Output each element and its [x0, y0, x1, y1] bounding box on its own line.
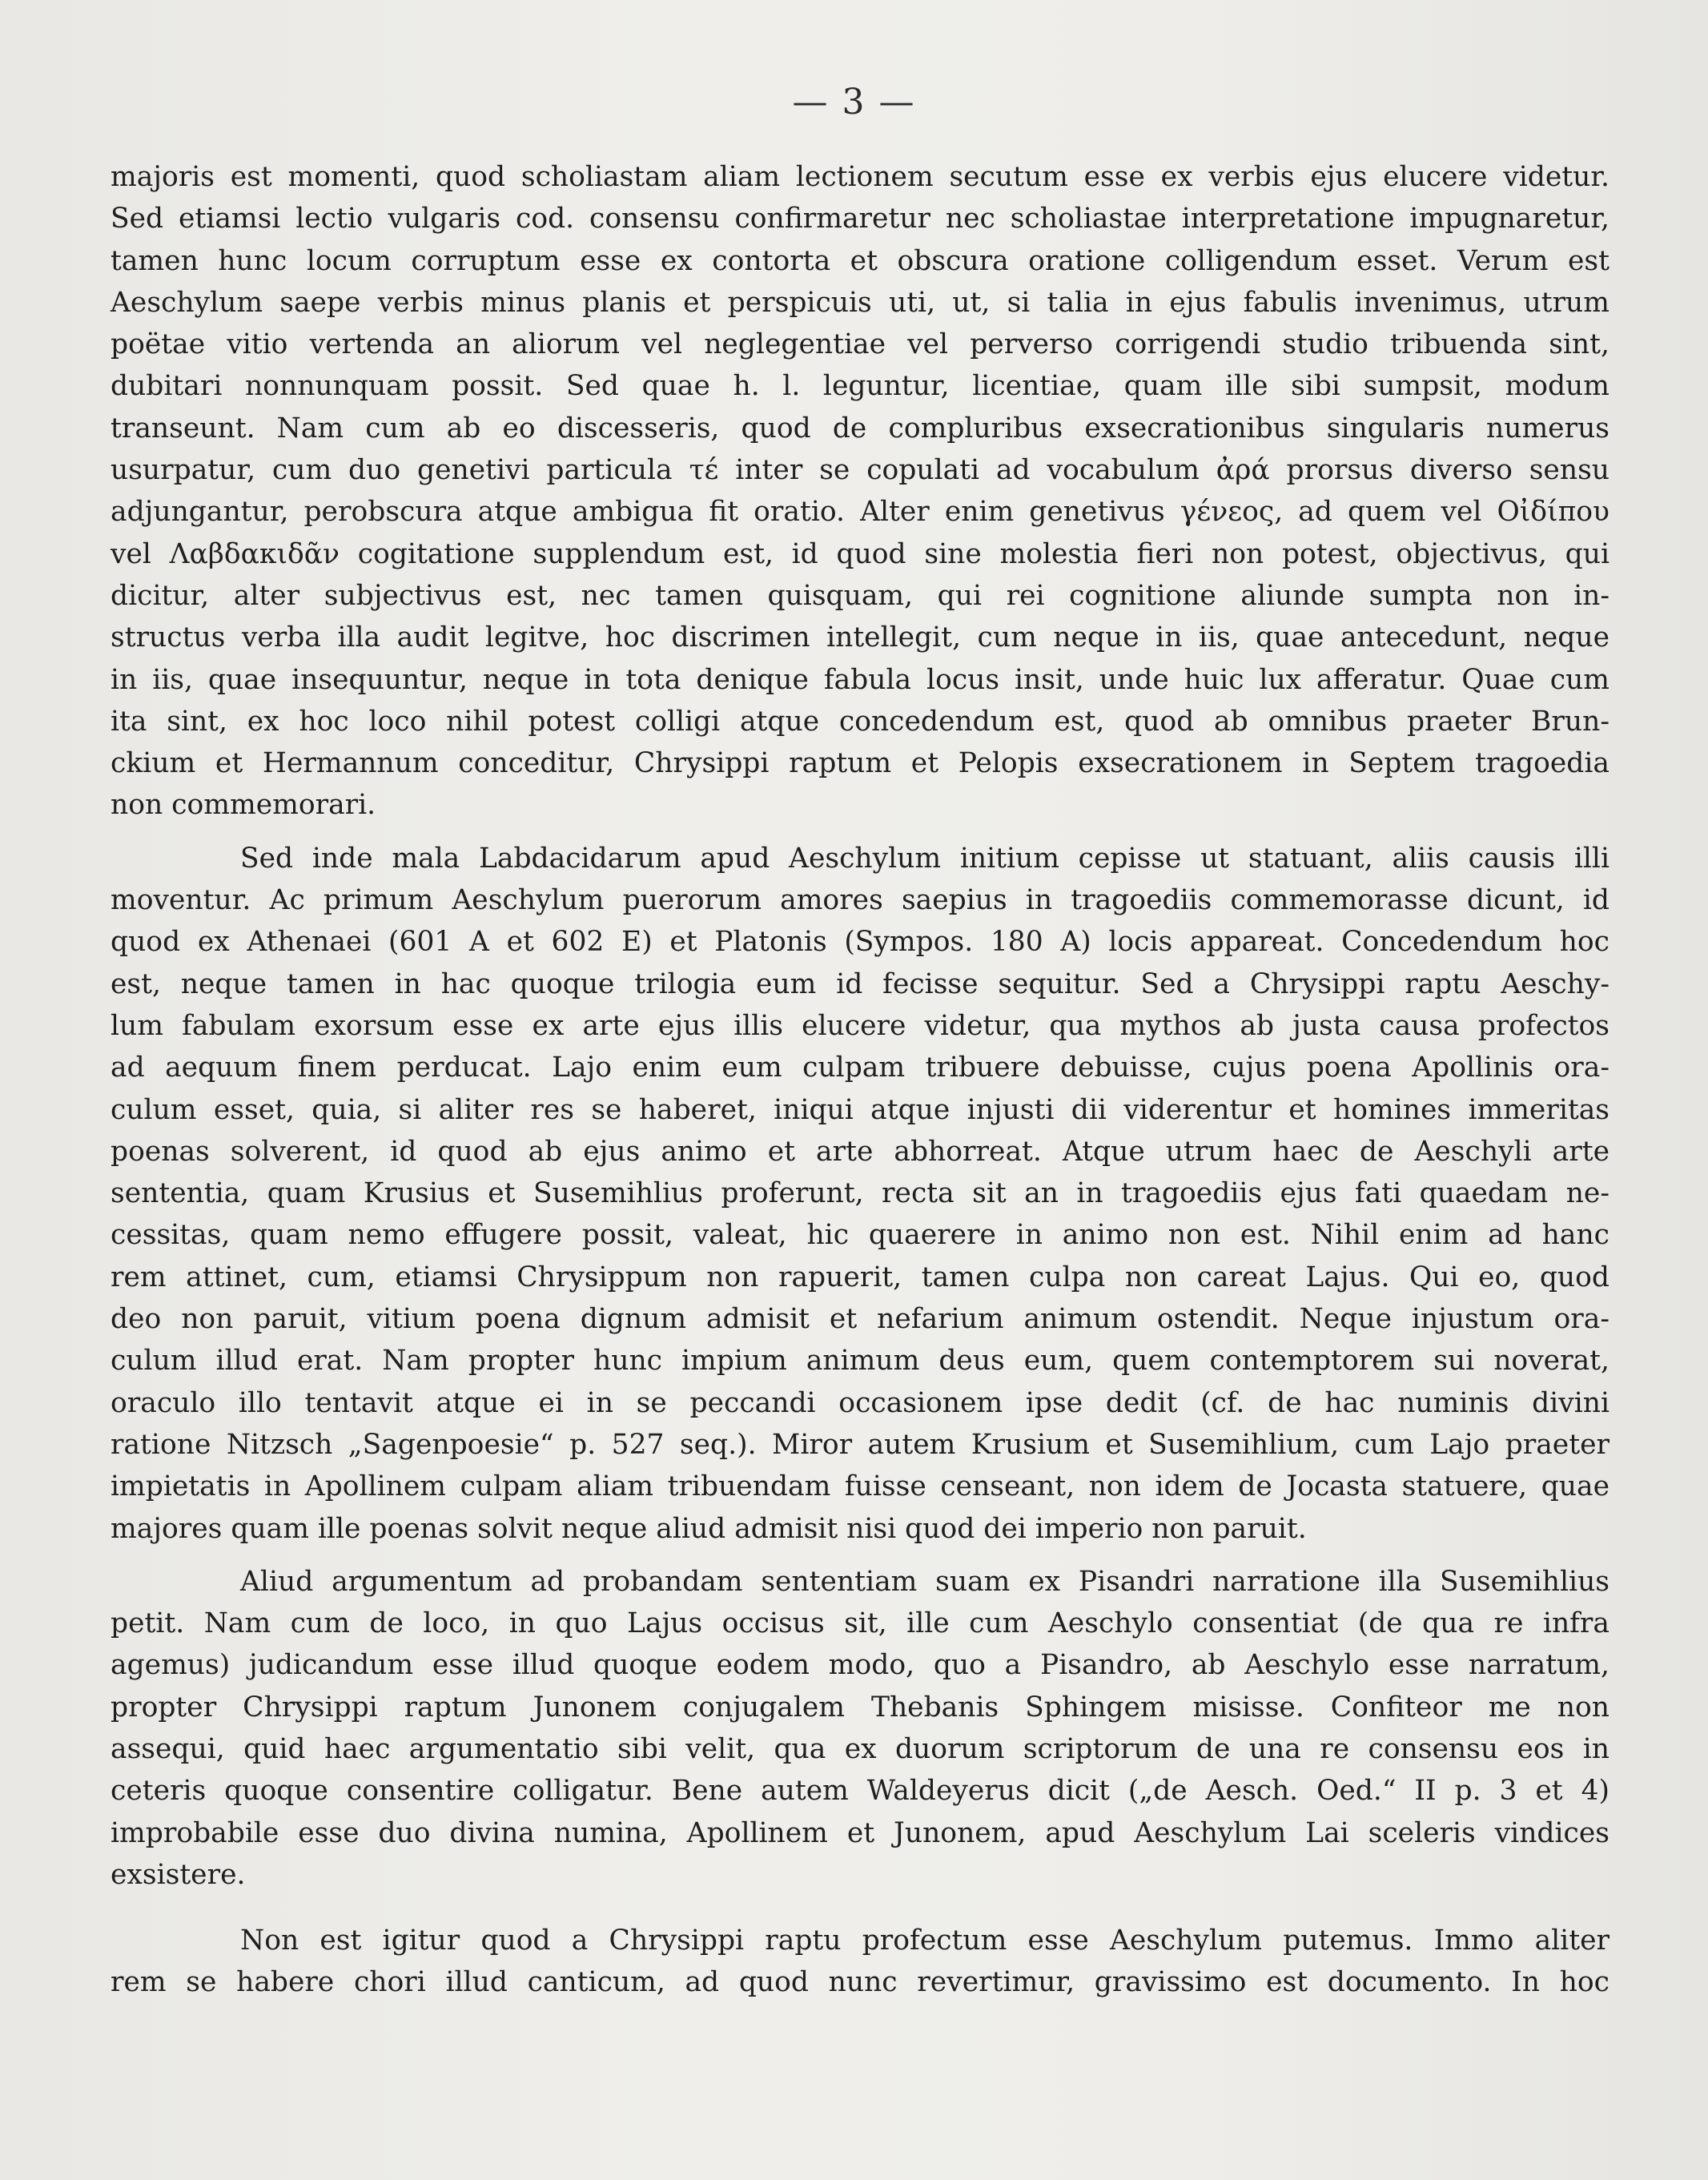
text-line: quod ex Athenaei (601 A et 602 E) et Platonis (Sympos. 180 A) locis appareat. Concedendum hoc	[111, 926, 1610, 959]
text-line: culum esset, quia, si aliter res se haberet, iniqui atque injusti dii viderentur et homines immeritas	[111, 1093, 1610, 1126]
text-line: transeunt. Nam cum ab eo discesseris, quod de compluribus exsecrationibus singularis numerus	[111, 412, 1610, 444]
text-line: ceteris quoque consentire colligatur. Bene autem Waldeyerus dicit („de Aesch. Oed.“ II p. 3 et 4)	[111, 1775, 1610, 1808]
text-line: poëtae vitio vertenda an aliorum vel neglegentiae vel perverso corrigendi studio tribuenda sint,	[111, 328, 1610, 361]
text-line: ckium et Hermannum conceditur, Chrysippi raptum et Pelopis exsecrationem in Septem tragoedia	[111, 747, 1610, 780]
text-line: assequi, quid haec argumentatio sibi velit, qua ex duorum scriptorum de una re consensu eos in	[111, 1732, 1610, 1765]
text-line: adjungantur, perobscura atque ambigua fit oratio. Alter enim genetivus γένεος, ad quem vel Οἰδίπου	[111, 496, 1610, 529]
text-line: dicitur, alter subjectivus est, nec tamen quisquam, qui rei cognitione aliunde sumpta non in-	[111, 579, 1610, 612]
text-line: majoris est momenti, quod scholiastam aliam lectionem secutum esse ex verbis ejus elucere videtur.	[111, 161, 1610, 193]
text-line: lum fabulam exorsum esse ex arte ejus illis elucere videtur, qua mythos ab justa causa profectos	[111, 1009, 1610, 1042]
text-line: dubitari nonnunquam possit. Sed quae h. l. leguntur, licentiae, quam ille sibi sumpsit, modum	[111, 370, 1610, 403]
paragraph	[111, 838, 1610, 1550]
text-line: Non est igitur quod a Chrysippi raptu profectum esse Aeschylum putemus. Immo aliter	[240, 1925, 1610, 1957]
text-line: sententia, quam Krusius et Susemihlius proferunt, recta sit an in tragoediis ejus fati quaedam ne-	[111, 1177, 1610, 1210]
paragraph	[111, 1561, 1610, 1896]
text-line: agemus) judicandum esse illud quoque eodem modo, quo a Pisandro, ab Aeschylo esse narratum,	[111, 1649, 1610, 1682]
text-line: tamen hunc locum corruptum esse ex contorta et obscura oratione colligendum esset. Verum est	[111, 244, 1610, 277]
text-line: improbabile esse duo divina numina, Apollinem et Junonem, apud Aeschylum Lai sceleris vindices	[111, 1816, 1610, 1849]
text-line: non commemorari.	[111, 789, 376, 822]
text-line: moventur. Ac primum Aeschylum puerorum amores saepius in tragoediis commemorasse dicunt, id	[111, 884, 1610, 917]
text-line: in iis, quae insequuntur, neque in tota denique fabula locus insit, unde huic lux afferatur. Quae cum	[111, 663, 1610, 696]
text-line: deo non paruit, vitium poena dignum admisit et nefarium animum ostendit. Neque injustum ora-	[111, 1303, 1610, 1336]
text-line: propter Chrysippi raptum Junonem conjugalem Thebanis Sphingem misisse. Confiteor me non	[111, 1691, 1610, 1723]
text-line: majores quam ille poenas solvit neque aliud admisit nisi quod dei imperio non paruit.	[111, 1512, 1307, 1545]
text-line: ad aequum finem perducat. Lajo enim eum culpam tribuere debuisse, cujus poena Apollinis ora-	[111, 1052, 1610, 1084]
text-line: usurpatur, cum duo genetivi particula τέ inter se copulati ad vocabulum ἀρά prorsus diverso sensu	[111, 454, 1610, 487]
text-line: Sed inde mala Labdacidarum apud Aeschylum initium cepisse ut statuant, aliis causis illi	[240, 842, 1610, 875]
paragraph	[111, 1920, 1610, 2004]
text-line: ratione Nitzsch „Sagenpoesie“ p. 527 seq.). Miror autem Krusium et Susemihlium, cum Lajo praeter	[111, 1428, 1610, 1461]
text-line: Sed etiamsi lectio vulgaris cod. consensu confirmaretur nec scholiastae interpretatione impugnaretur,	[111, 203, 1610, 235]
text-line: structus verba illa audit legitve, hoc discrimen intellegit, cum neque in iis, quae antecedunt, neque	[111, 621, 1610, 654]
text-line: rem se habere chori illud canticum, ad quod nunc revertimur, gravissimo est documento. In hoc	[111, 1966, 1610, 1999]
paragraph	[111, 156, 1610, 827]
text-line: poenas solverent, id quod ab ejus animo et arte abhorreat. Atque utrum haec de Aeschyli arte	[111, 1135, 1610, 1168]
text-line: petit. Nam cum de loco, in quo Lajus occisus sit, ille cum Aeschylo consentiat (de qua re infra	[111, 1607, 1610, 1640]
text-line: ita sint, ex hoc loco nihil potest colligi atque concedendum est, quod ab omnibus praeter Brun-	[111, 705, 1610, 738]
text-line: exsistere.	[111, 1858, 246, 1891]
text-line: Aliud argumentum ad probandam sententiam suam ex Pisandri narratione illa Susemihlius	[240, 1565, 1610, 1598]
text-line: culum illud erat. Nam propter hunc impium animum deus eum, quem contemptorem sui noverat,	[111, 1345, 1610, 1378]
text-line: est, neque tamen in hac quoque trilogia eum id fecisse sequitur. Sed a Chrysippi raptu Aeschy-	[111, 967, 1610, 1000]
text-line: vel Λαβδακιδᾶν cogitatione supplendum est, id quod sine molestia fieri non potest, objectivus, qui	[111, 537, 1610, 570]
body-text	[111, 156, 1610, 2004]
text-line: impietatis in Apollinem culpam aliam tribuendam fuisse censeant, non idem de Jocasta statuere, quae	[111, 1470, 1610, 1503]
text-line: Aeschylum saepe verbis minus planis et perspicuis uti, ut, si talia in ejus fabulis invenimus, utrum	[111, 286, 1610, 319]
text-line: rem attinet, cum, etiamsi Chrysippum non rapuerit, tamen culpa non careat Lajus. Qui eo, quod	[111, 1261, 1610, 1293]
text-line: oraculo illo tentavit atque ei in se peccandi occasionem ipse dedit (cf. de hac numinis divini	[111, 1386, 1610, 1419]
page-number: — 3 —	[792, 82, 916, 123]
text-line: cessitas, quam nemo effugere possit, valeat, hic quaerere in animo non est. Nihil enim ad hanc	[111, 1219, 1610, 1252]
